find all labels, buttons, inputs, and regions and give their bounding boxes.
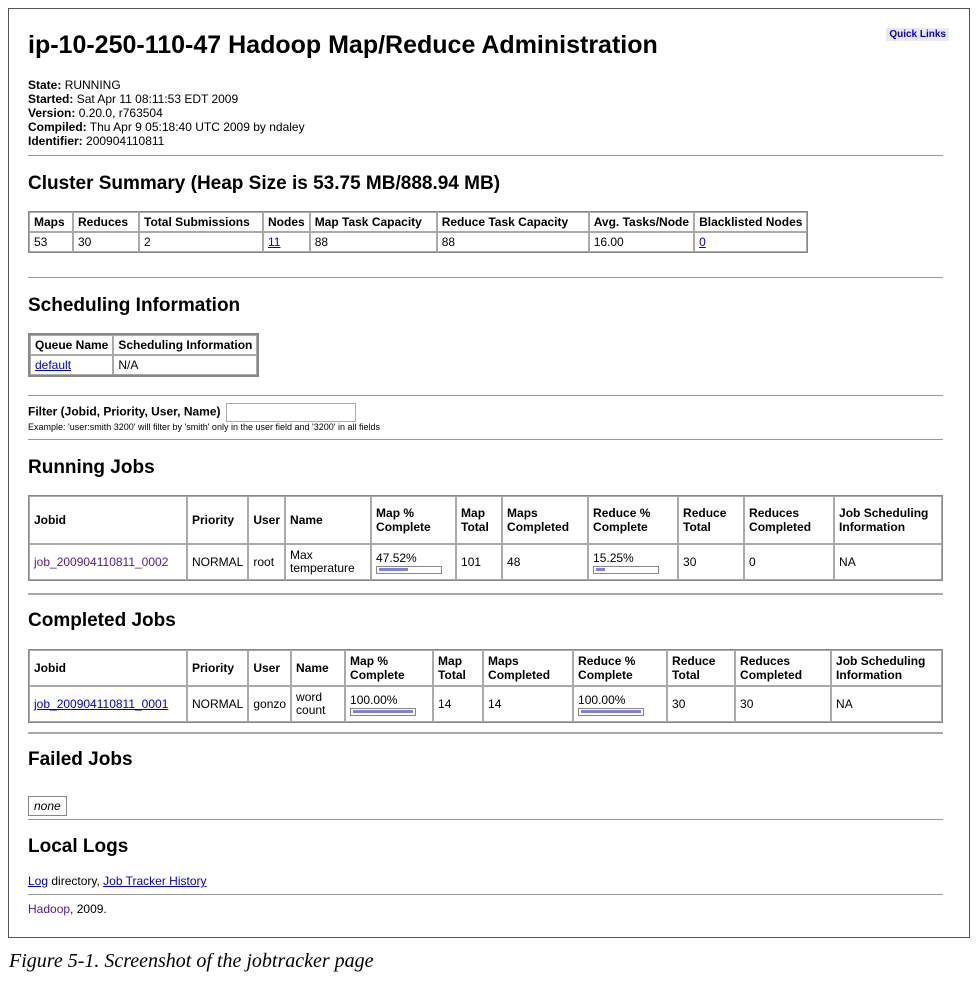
cluster-header: Blacklisted Nodes (694, 212, 807, 232)
reduce-pct: 100.00% (578, 692, 626, 707)
blacklisted-nodes-link[interactable]: 0 (699, 235, 706, 249)
reduce-pct: 15.25% (593, 550, 634, 565)
job-user: gonzo (248, 686, 291, 722)
reduce-capacity-value: 88 (437, 232, 589, 252)
divider (28, 277, 943, 278)
cluster-summary-title: Cluster Summary (Heap Size is 53.75 MB/888.94 MB) (28, 173, 501, 194)
cluster-summary-table (28, 211, 808, 253)
map-progress-bar (350, 708, 416, 716)
divider (28, 439, 943, 440)
divider (28, 819, 943, 820)
local-logs-title: Local Logs (28, 836, 129, 857)
compiled-label: Compiled: (28, 120, 87, 134)
scheduling-title: Scheduling Information (28, 295, 241, 316)
filter-label: Filter (Jobid, Priority, User, Name) (28, 404, 221, 419)
version-value: 0.20.0, r763504 (78, 106, 163, 120)
page-frame (8, 8, 970, 938)
col-job-scheduling: Job Scheduling Information (834, 496, 942, 544)
reduces-completed: 0 (744, 544, 834, 580)
job-scheduling-info: NA (831, 686, 942, 722)
job-tracker-history-link[interactable]: Job Tracker History (103, 874, 207, 888)
progress-fill (596, 568, 605, 571)
divider (28, 894, 943, 895)
map-pct: 100.00% (350, 692, 398, 707)
job-name: word count (291, 686, 345, 722)
job-scheduling-info: NA (834, 544, 942, 580)
job-priority: NORMAL (187, 544, 248, 580)
reduce-progress-cell (573, 686, 667, 722)
reduce-total: 30 (678, 544, 744, 580)
col-map-total: Map Total (456, 496, 502, 544)
maps-completed: 48 (502, 544, 588, 580)
col-jobid: Jobid (29, 496, 187, 544)
map-progress-cell (345, 686, 433, 722)
queue-default-link[interactable]: default (35, 358, 72, 372)
version-label: Version: (28, 106, 76, 120)
col-reduces-completed: Reduces Completed (735, 650, 831, 686)
col-maps-completed: Maps Completed (483, 650, 573, 686)
col-map-pct: Map % Complete (345, 650, 433, 686)
progress-fill (353, 710, 413, 713)
queue-name-header: Queue Name (30, 335, 113, 355)
col-priority: Priority (187, 650, 248, 686)
scheduling-info-header: Scheduling Information (113, 335, 257, 355)
cluster-header: Maps (29, 212, 73, 232)
footer (28, 902, 107, 916)
col-reduce-pct: Reduce % Complete (588, 496, 678, 544)
col-priority: Priority (187, 496, 248, 544)
cluster-header: Total Submissions (139, 212, 263, 232)
cluster-header: Reduces (73, 212, 139, 232)
progress-fill (379, 568, 408, 571)
state-value: RUNNING (64, 78, 121, 92)
divider (28, 155, 943, 156)
quick-links-link[interactable]: Quick Links (886, 28, 949, 41)
jobtracker-info (28, 78, 305, 148)
log-directory-link[interactable]: Log (28, 874, 49, 888)
divider (28, 732, 943, 734)
cluster-header: Nodes (263, 212, 310, 232)
table-row (29, 686, 942, 722)
completed-job-link[interactable]: job_200904110811_0001 (34, 697, 169, 711)
col-reduces-completed: Reduces Completed (744, 496, 834, 544)
col-user: User (248, 650, 291, 686)
job-user: root (248, 544, 285, 580)
reduce-total: 30 (667, 686, 735, 722)
figure-caption: Figure 5-1. Screenshot of the jobtracker page (9, 950, 374, 972)
col-job-scheduling: Job Scheduling Information (831, 650, 942, 686)
col-maps-completed: Maps Completed (502, 496, 588, 544)
map-pct: 47.52% (376, 550, 417, 565)
reduce-progress-bar (593, 566, 659, 574)
total-submissions-value: 2 (139, 232, 263, 252)
nodes-link[interactable]: 11 (268, 235, 281, 249)
reduce-progress-bar (578, 708, 644, 716)
map-total: 14 (433, 686, 483, 722)
running-jobs-table (28, 495, 943, 581)
running-job-link[interactable]: job_200904110811_0002 (34, 555, 169, 569)
completed-jobs-title: Completed Jobs (28, 610, 176, 631)
job-name: Max temperature (285, 544, 371, 580)
page-title: ip-10-250-110-47 Hadoop Map/Reduce Administration (28, 31, 658, 59)
map-progress-bar (376, 566, 442, 574)
avg-tasks-value: 16.00 (589, 232, 694, 252)
filter-row (28, 403, 356, 422)
cluster-header: Reduce Task Capacity (437, 212, 589, 232)
failed-jobs-none: none (28, 796, 67, 816)
started-label: Started: (28, 92, 74, 106)
footer-year: , 2009. (70, 902, 107, 916)
reduces-completed: 30 (735, 686, 831, 722)
col-reduce-total: Reduce Total (678, 496, 744, 544)
divider (28, 593, 943, 595)
scheduling-info-value: N/A (113, 355, 257, 375)
progress-fill (581, 710, 641, 713)
log-directory-text: directory, (48, 874, 104, 888)
reduce-progress-cell (588, 544, 678, 580)
col-user: User (248, 496, 285, 544)
col-map-total: Map Total (433, 650, 483, 686)
cluster-header: Map Task Capacity (310, 212, 437, 232)
identifier-value: 200904110811 (86, 134, 165, 148)
identifier-label: Identifier: (28, 134, 83, 148)
scheduling-table (28, 333, 259, 377)
maps-value: 53 (29, 232, 73, 252)
col-reduce-pct: Reduce % Complete (573, 650, 667, 686)
filter-example: Example: 'user:smith 3200' will filter by 'smith' only in the user field and '3200' in all fields (28, 422, 380, 432)
cluster-header: Avg. Tasks/Node (589, 212, 694, 232)
job-priority: NORMAL (187, 686, 248, 722)
divider (28, 395, 943, 396)
maps-completed: 14 (483, 686, 573, 722)
map-capacity-value: 88 (310, 232, 437, 252)
col-jobid: Jobid (29, 650, 187, 686)
map-progress-cell (371, 544, 456, 580)
table-row (29, 544, 942, 580)
filter-input[interactable] (226, 403, 356, 422)
completed-jobs-table (28, 649, 943, 723)
failed-jobs-title: Failed Jobs (28, 749, 133, 770)
hadoop-link[interactable]: Hadoop (28, 902, 71, 916)
reduces-value: 30 (73, 232, 139, 252)
col-name: Name (291, 650, 345, 686)
map-total: 101 (456, 544, 502, 580)
local-logs-links (28, 874, 207, 888)
col-map-pct: Map % Complete (371, 496, 456, 544)
col-name: Name (285, 496, 371, 544)
compiled-value: Thu Apr 9 05:18:40 UTC 2009 by ndaley (89, 120, 305, 134)
started-value: Sat Apr 11 08:11:53 EDT 2009 (76, 92, 239, 106)
running-jobs-title: Running Jobs (28, 457, 155, 478)
state-label: State: (28, 78, 62, 92)
col-reduce-total: Reduce Total (667, 650, 735, 686)
